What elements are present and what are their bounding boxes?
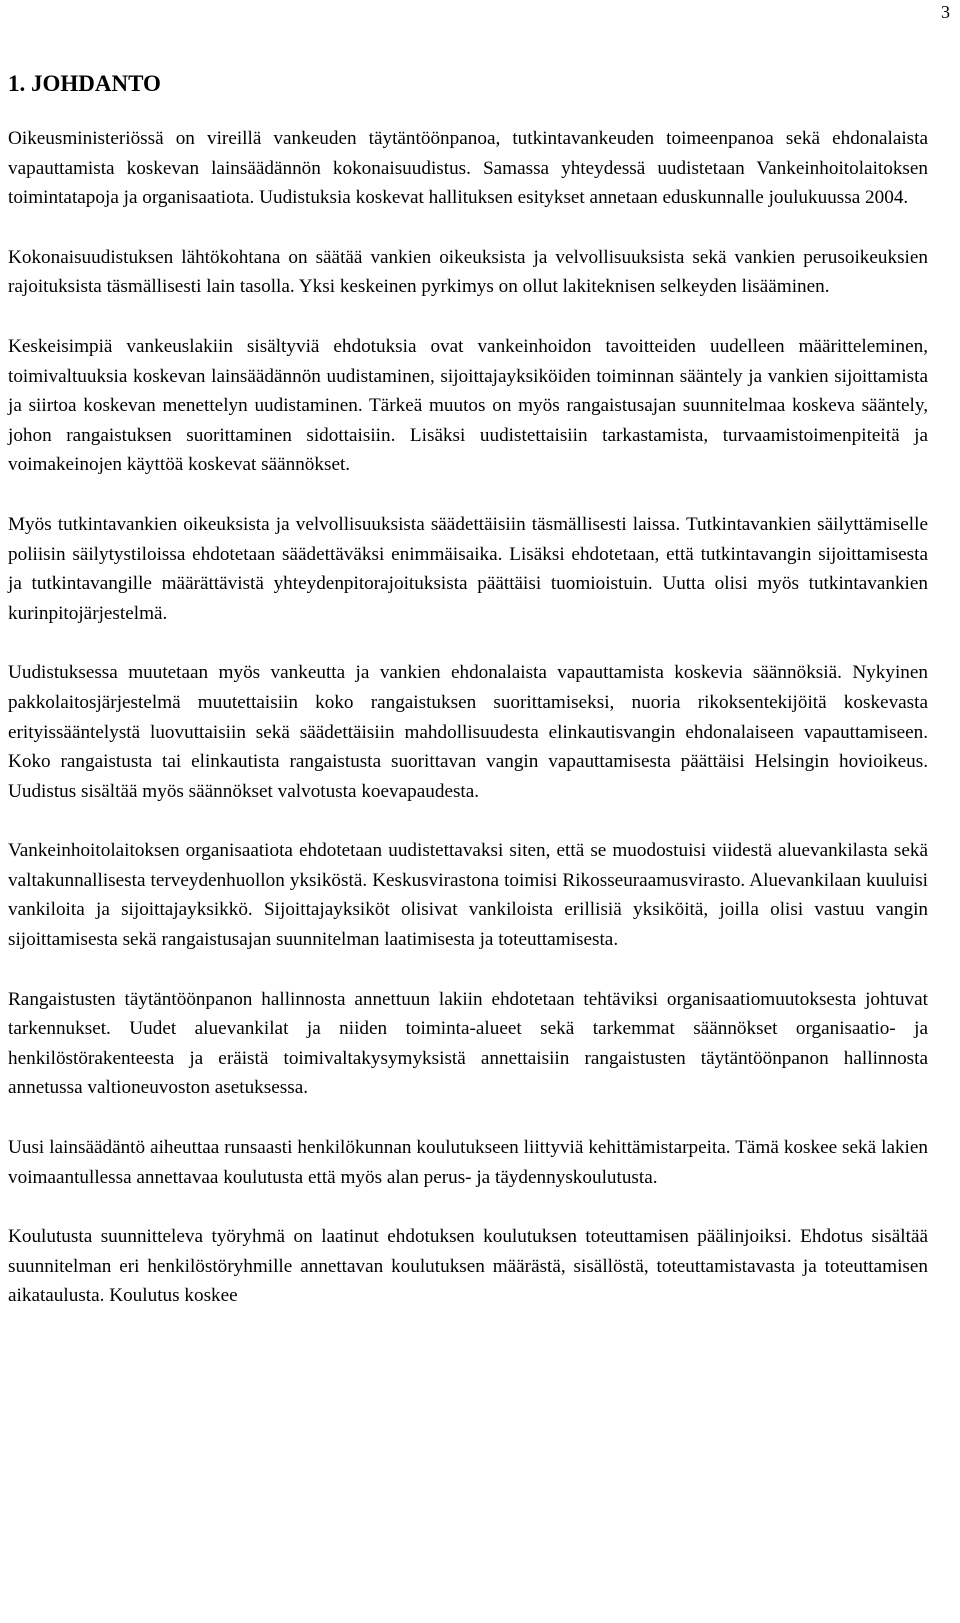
section-heading: 1. JOHDANTO [8, 71, 161, 96]
paragraph-5: Uudistuksessa muutetaan myös vankeutta ja vankien ehdonalaista vapauttamista koskevia säännöksiä. Nykyinen pakkolaitosjärjestelmä muutettaisiin koko rangaistuksen suorittamiseksi, nuoria rikoksentekijöitä koskevasta erityissääntelystä luovuttaisiin sekä säädettäisiin mahdollisuudesta elinkautisvangin ehdonalaiseen vapauttamiseen. Koko rangaistusta tai elinkautista rangaistusta suorittavan vangin vapauttamisesta päättäisi Helsingin hovioikeus. Uudistus sisältää myös säännökset valvotusta koevapaudesta. [8, 662, 928, 802]
paragraph-7: Rangaistusten täytäntöönpanon hallinnosta annettuun lakiin ehdotetaan tehtäviksi organisaatiomuutoksesta johtuvat tarkennukset. Uudet aluevankilat ja niiden toiminta-alueet sekä tarkemmat säännökset organisaatio- ja henkilöstörakenteesta ja eräistä toimivaltakysymyksistä annettaisiin rangaistusten täytäntöönpanon hallinnosta annetussa valtioneuvoston asetuksessa. [8, 988, 928, 1099]
paragraph-8: Uusi lainsäädäntö aiheuttaa runsaasti henkilökunnan koulutukseen liittyviä kehittämistarpeita. Tämä koskee sekä lakien voimaantullessa annettavaa koulutusta että myös alan perus- ja täydennyskoulutusta. [8, 1137, 928, 1188]
page-number: 3 [941, 2, 950, 22]
document-body [8, 68, 928, 1341]
paragraph-9: Koulutusta suunnittelevа työryhmä on laatinut ehdotuksen koulutuksen toteuttamisen päälinjoiksi. Ehdotus sisältää suunnitelman eri henkilöstöryhmille annettavan koulutuksen määrästä, sisällöstä, toteuttamistavasta ja toteuttamisen aikataulusta. Koulutus koskee [8, 1226, 928, 1307]
paragraph-1: Oikeusministeriössä on vireillä vankeuden täytäntöönpanoa, tutkintavankeuden toimeenpanoa sekä ehdonalaista vapauttamista koskevan lainsäädännön kokonaisuudistus. Samassa yhteydessä uudistetaan Vankeinhoitolaitoksen toimintatapoja ja organisaatiota. Uudistuksia koskevat hallituksen esitykset annetaan eduskunnalle joulukuussa 2004. [8, 128, 928, 209]
paragraph-2: Kokonaisuudistuksen lähtökohtana on säätää vankien oikeuksista ja velvollisuuksista sekä vankien perusoikeuksien rajoituksista täsmällisesti lain tasolla. Yksi keskeinen pyrkimys on ollut lakiteknisen selkeyden lisääminen. [8, 246, 928, 298]
paragraph-6: Vankeinhoitolaitoksen organisaatiota ehdotetaan uudistettavaksi siten, että se muodostuisi viidestä aluevankilasta sekä valtakunnallisesta terveydenhuollon yksiköstä. Keskusvirastona toimisi Rikosseuraamusvirasto. Aluevankilaan kuuluisi vankiloita ja sijoittajayksikkö. Sijoittajayksiköt olisivat vankiloista erillisiä yksiköitä, joilla olisi vastuu vangin sijoittamisesta sekä rangaistusajan suunnitelman laatimisesta ja toteuttamisesta. [8, 840, 928, 951]
paragraph-3: Keskeisimpiä vankeuslakiin sisältyviä ehdotuksia ovat vankeinhoidon tavoitteiden uudelleen määritteleminen, toimivaltuuksia koskevan lainsäädännön uudistaminen, sijoittajayksiköiden toiminnan sääntely ja vankien sijoittamista ja siirtoa koskevan menettelyn uudistaminen. Tärkeä muutos on myös rangaistusajan suunnitelmaa koskeva sääntely, johon rangaistuksen suorittaminen sidottaisiin. Lisäksi uudistettaisiin tarkastamista, turvaamistoimenpiteitä ja voimakeinojen käyttöä koskevat säännökset. [8, 335, 928, 476]
paragraph-4: Myös tutkintavankien oikeuksista ja velvollisuuksista säädettäisiin täsmällisesti laissa. Tutkintavankien säilyttämiselle poliisin säilytystiloissa ehdotetaan säädettäväksi enimmäisaika. Lisäksi ehdotetaan, että tutkintavangin sijoittamisesta ja tutkintavangille määrättävistä yhteydenpitorajoituksista päättäisi tuomioistuin. Uutta olisi myös tutkintavankien kurinpitojärjestelmä. [8, 513, 928, 624]
